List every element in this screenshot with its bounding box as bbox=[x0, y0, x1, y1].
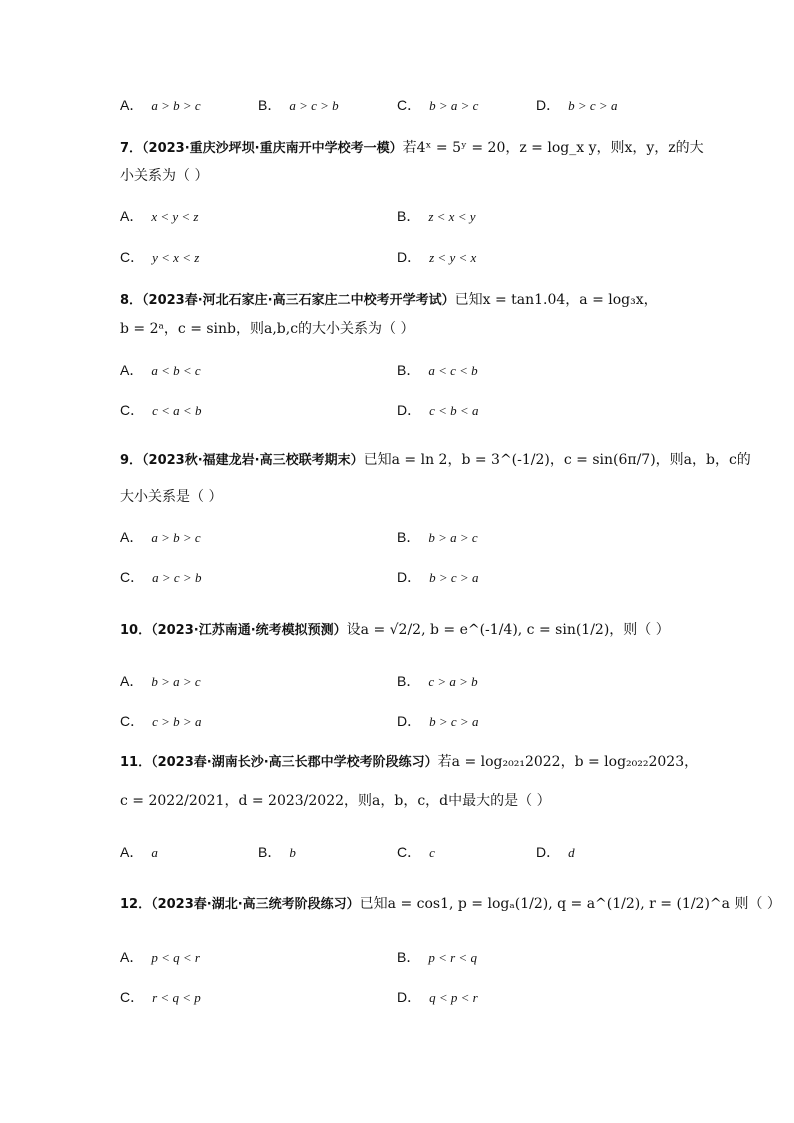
q11-option-c[interactable] bbox=[397, 843, 435, 862]
q12-option-a[interactable] bbox=[120, 948, 200, 967]
option-label: D． bbox=[536, 97, 561, 113]
option-value: b > a > c bbox=[151, 674, 201, 689]
option-label: C． bbox=[397, 844, 422, 860]
option-value: p < r < q bbox=[428, 950, 477, 965]
option-label: B． bbox=[397, 529, 421, 545]
q11-option-b[interactable] bbox=[258, 843, 296, 862]
option-value: a > c > b bbox=[152, 570, 202, 585]
option-label: B． bbox=[397, 362, 421, 378]
option-value: a bbox=[151, 845, 158, 860]
option-label: C． bbox=[120, 402, 145, 418]
question-text: 设a = √2/2, b = e^(-1/4), c = sin(1/2)，则（ ） bbox=[346, 622, 670, 638]
question-text: 已知a = ln 2，b = 3^(-1/2)，c = sin(6π/7)，则a，b，c的 bbox=[363, 452, 751, 468]
q6-option-a[interactable] bbox=[120, 96, 201, 115]
question-text: 已知x = tan1.04，a = log₃x， bbox=[454, 292, 658, 308]
option-value: b > c > a bbox=[429, 570, 479, 585]
option-label: A． bbox=[120, 97, 144, 113]
q11-stem-cont bbox=[120, 792, 551, 810]
option-value: p < q < r bbox=[151, 950, 200, 965]
question-text: b = 2ᵃ，c = sinb，则a,b,c的大小关系为（ ） bbox=[120, 321, 415, 337]
question-text: 若4ˣ = 5ʸ = 20，z = log_x y，则x，y，z的大 bbox=[402, 140, 704, 156]
q6-option-b[interactable] bbox=[258, 96, 339, 115]
q8-option-c[interactable] bbox=[120, 401, 201, 420]
q10-option-b[interactable] bbox=[397, 672, 478, 691]
q7-option-a[interactable] bbox=[120, 207, 199, 226]
option-value: r < q < p bbox=[152, 990, 201, 1005]
option-label: D． bbox=[397, 989, 422, 1005]
option-label: A． bbox=[120, 208, 144, 224]
q12-stem bbox=[120, 895, 781, 914]
option-value: y < x < z bbox=[152, 250, 200, 265]
option-value: b > c > a bbox=[429, 714, 479, 729]
question-text: 已知a = cos1, p = logₐ(1/2), q = a^(1/2), r = (1/2)^a 则（ ） bbox=[359, 896, 781, 912]
option-value: z < y < x bbox=[429, 250, 477, 265]
option-label: C． bbox=[120, 249, 145, 265]
option-value: z < x < y bbox=[428, 209, 476, 224]
q7-stem bbox=[120, 139, 704, 158]
q12-option-d[interactable] bbox=[397, 988, 478, 1007]
question-source: 9．（2023秋·福建龙岩·高三校联考期末） bbox=[120, 453, 364, 468]
option-value: b > c > a bbox=[568, 98, 618, 113]
option-value: c bbox=[429, 845, 435, 860]
question-source: 11．（2023春·湖南长沙·高三长郡中学校考阶段练习） bbox=[120, 755, 438, 770]
q8-option-a[interactable] bbox=[120, 361, 201, 380]
question-source: 12．（2023春·湖北·高三统考阶段练习） bbox=[120, 897, 360, 912]
q7-option-b[interactable] bbox=[397, 207, 476, 226]
option-value: b bbox=[289, 845, 296, 860]
q9-option-d[interactable] bbox=[397, 568, 478, 587]
option-value: b > a > c bbox=[429, 98, 479, 113]
option-label: C． bbox=[397, 97, 422, 113]
option-label: D． bbox=[397, 249, 422, 265]
option-label: D． bbox=[536, 844, 561, 860]
option-value: c > b > a bbox=[152, 714, 202, 729]
q9-stem bbox=[120, 451, 751, 470]
q7-option-c[interactable] bbox=[120, 248, 199, 267]
option-label: C． bbox=[120, 989, 145, 1005]
option-value: b > a > c bbox=[428, 530, 478, 545]
option-label: D． bbox=[397, 402, 422, 418]
option-label: B． bbox=[397, 208, 421, 224]
q8-option-b[interactable] bbox=[397, 361, 478, 380]
q6-option-c[interactable] bbox=[397, 96, 478, 115]
question-text: 小关系为（ ） bbox=[120, 168, 209, 184]
q7-option-d[interactable] bbox=[397, 248, 476, 267]
option-value: a < c < b bbox=[428, 363, 478, 378]
q10-option-a[interactable] bbox=[120, 672, 201, 691]
option-label: B． bbox=[258, 97, 282, 113]
option-label: B． bbox=[397, 949, 421, 965]
option-label: D． bbox=[397, 569, 422, 585]
q6-option-d[interactable] bbox=[536, 96, 617, 115]
option-label: A． bbox=[120, 529, 144, 545]
option-value: c > a > b bbox=[428, 674, 478, 689]
option-label: C． bbox=[120, 713, 145, 729]
option-value: a < b < c bbox=[151, 363, 201, 378]
q8-stem bbox=[120, 291, 658, 310]
q9-option-a[interactable] bbox=[120, 528, 201, 547]
option-value: d bbox=[568, 845, 575, 860]
q12-option-b[interactable] bbox=[397, 948, 477, 967]
option-label: A． bbox=[120, 673, 144, 689]
option-label: A． bbox=[120, 844, 144, 860]
q8-stem-cont bbox=[120, 320, 415, 338]
question-text: c = 2022/2021，d = 2023/2022，则a，b，c，d中最大的是（ ） bbox=[120, 793, 551, 809]
option-label: B． bbox=[397, 673, 421, 689]
option-value: x < y < z bbox=[151, 209, 199, 224]
question-text: 若a = log₂₀₂₁2022，b = log₂₀₂₂2023， bbox=[437, 754, 699, 770]
question-source: 10．（2023·江苏南通·统考模拟预测） bbox=[120, 623, 347, 638]
option-value: q < p < r bbox=[429, 990, 478, 1005]
option-label: D． bbox=[397, 713, 422, 729]
option-value: a > b > c bbox=[151, 530, 201, 545]
q10-option-d[interactable] bbox=[397, 712, 478, 731]
q7-stem-cont bbox=[120, 167, 208, 185]
q11-stem bbox=[120, 753, 698, 772]
q10-option-c[interactable] bbox=[120, 712, 201, 731]
option-value: a > c > b bbox=[289, 98, 339, 113]
q11-option-d[interactable] bbox=[536, 843, 575, 862]
option-value: c < a < b bbox=[152, 403, 202, 418]
q9-stem-cont bbox=[120, 488, 222, 506]
option-label: C． bbox=[120, 569, 145, 585]
q10-stem bbox=[120, 621, 670, 640]
q8-option-d[interactable] bbox=[397, 401, 478, 420]
q9-option-b[interactable] bbox=[397, 528, 478, 547]
option-label: A． bbox=[120, 362, 144, 378]
option-value: c < b < a bbox=[429, 403, 479, 418]
q12-option-c[interactable] bbox=[120, 988, 201, 1007]
question-source: 8．（2023春·河北石家庄·高三石家庄二中校考开学考试） bbox=[120, 293, 455, 308]
option-value: a > b > c bbox=[151, 98, 201, 113]
option-label: B． bbox=[258, 844, 282, 860]
question-source: 7．（2023·重庆沙坪坝·重庆南开中学校考一模） bbox=[120, 141, 403, 156]
q9-option-c[interactable] bbox=[120, 568, 201, 587]
question-text: 大小关系是（ ） bbox=[120, 489, 223, 505]
q11-option-a[interactable] bbox=[120, 843, 158, 862]
option-label: A． bbox=[120, 949, 144, 965]
